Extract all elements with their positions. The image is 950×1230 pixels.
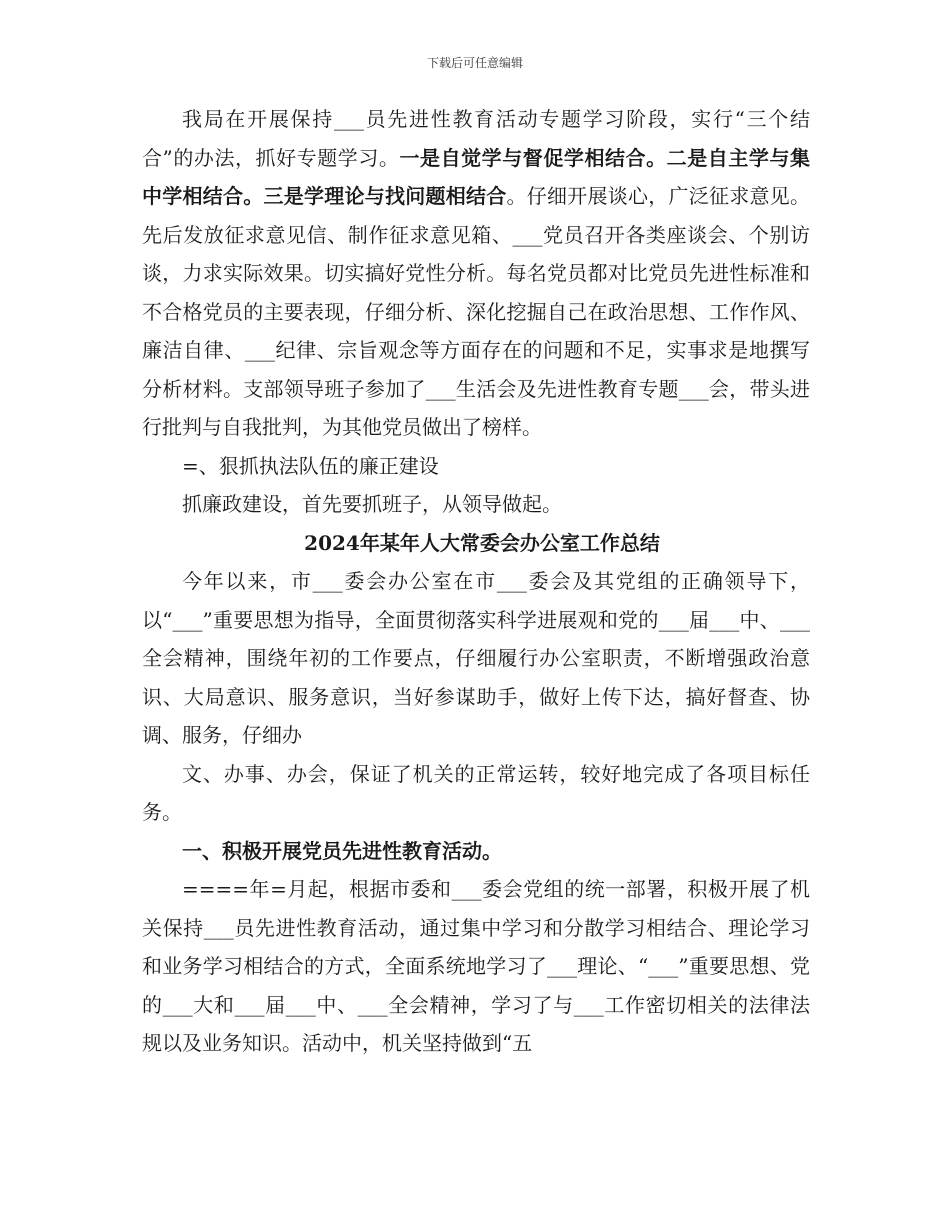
page-header: 下载后可任意编辑 bbox=[426, 56, 523, 70]
paragraph-study bbox=[142, 100, 810, 447]
paragraph-education: ====年=月起，根据市委和___委会党组的统一部署，积极开展了机关保持___员先进性教育活动，通过集中学习和分散学习相结合、理论学习和业务学习相结合的方式，全面系统地学习了___理论、“___”重要思想、党的___大和___届___中、___全会精神，学习了与___工作密切相关的法律法规以及业务知识。活动中，机关坚持做到“五 bbox=[142, 877, 810, 1055]
study-details-text: 。仔细开展谈心，广泛征求意见。先后发放征求意见信、制作征求意见箱、___党员召开各类座谈会、个别访谈，力求实际效果。切实搞好党性分析。每名党员都对比党员先进性标准和不合格党员的主要表现，仔细分析、深化挖掘自己在政治思想、工作作风、廉洁自律、___纪律、宗旨观念等方面存在的问题和不足，实事求是地撰写分析材料。支部领导班子参加了___生活会及先进性教育专题___会，带头进行批判与自我批判，为其他党员做出了榜样。 bbox=[142, 184, 810, 439]
section-heading-education: 一、积极开展党员先进性教育活动。 bbox=[182, 838, 502, 863]
study-intro-text: 我局在开展保持___员先进性教育活动专题学习阶段，实行“三个结合”的办法，抓好专题学习。 bbox=[142, 107, 810, 170]
paragraph-integrity: 抓廉政建设，首先要抓班子，从领导做起。 bbox=[182, 492, 562, 516]
document-title: 2024年某年人大常委会办公室工作总结 bbox=[304, 530, 660, 555]
study-three-combinations: 一是自觉学与督促学相结合。二是自主学与集中学相结合。三是学理论与找问题相结合 bbox=[142, 145, 811, 208]
document-body bbox=[142, 100, 810, 1063]
section-heading-integrity: =、狠抓执法队伍的廉正建设 bbox=[182, 453, 439, 478]
paragraph-intro: 今年以来，市___委会办公室在市___委会及其党组的正确领导下，以“___”重要思想为指导，全面贯彻落实科学进展观和党的___届___中、___全会精神，围绕年初的工作要点，仔细履行办公室职责，不断增强政治意识、大局意识、服务意识，当好参谋助手，做好上传下达，搞好督查、协调、服务，仔细办 bbox=[142, 569, 810, 747]
paragraph-intro-continued: 文、办事、办会，保证了机关的正常运转，较好地完成了各项目标任务。 bbox=[142, 761, 810, 824]
